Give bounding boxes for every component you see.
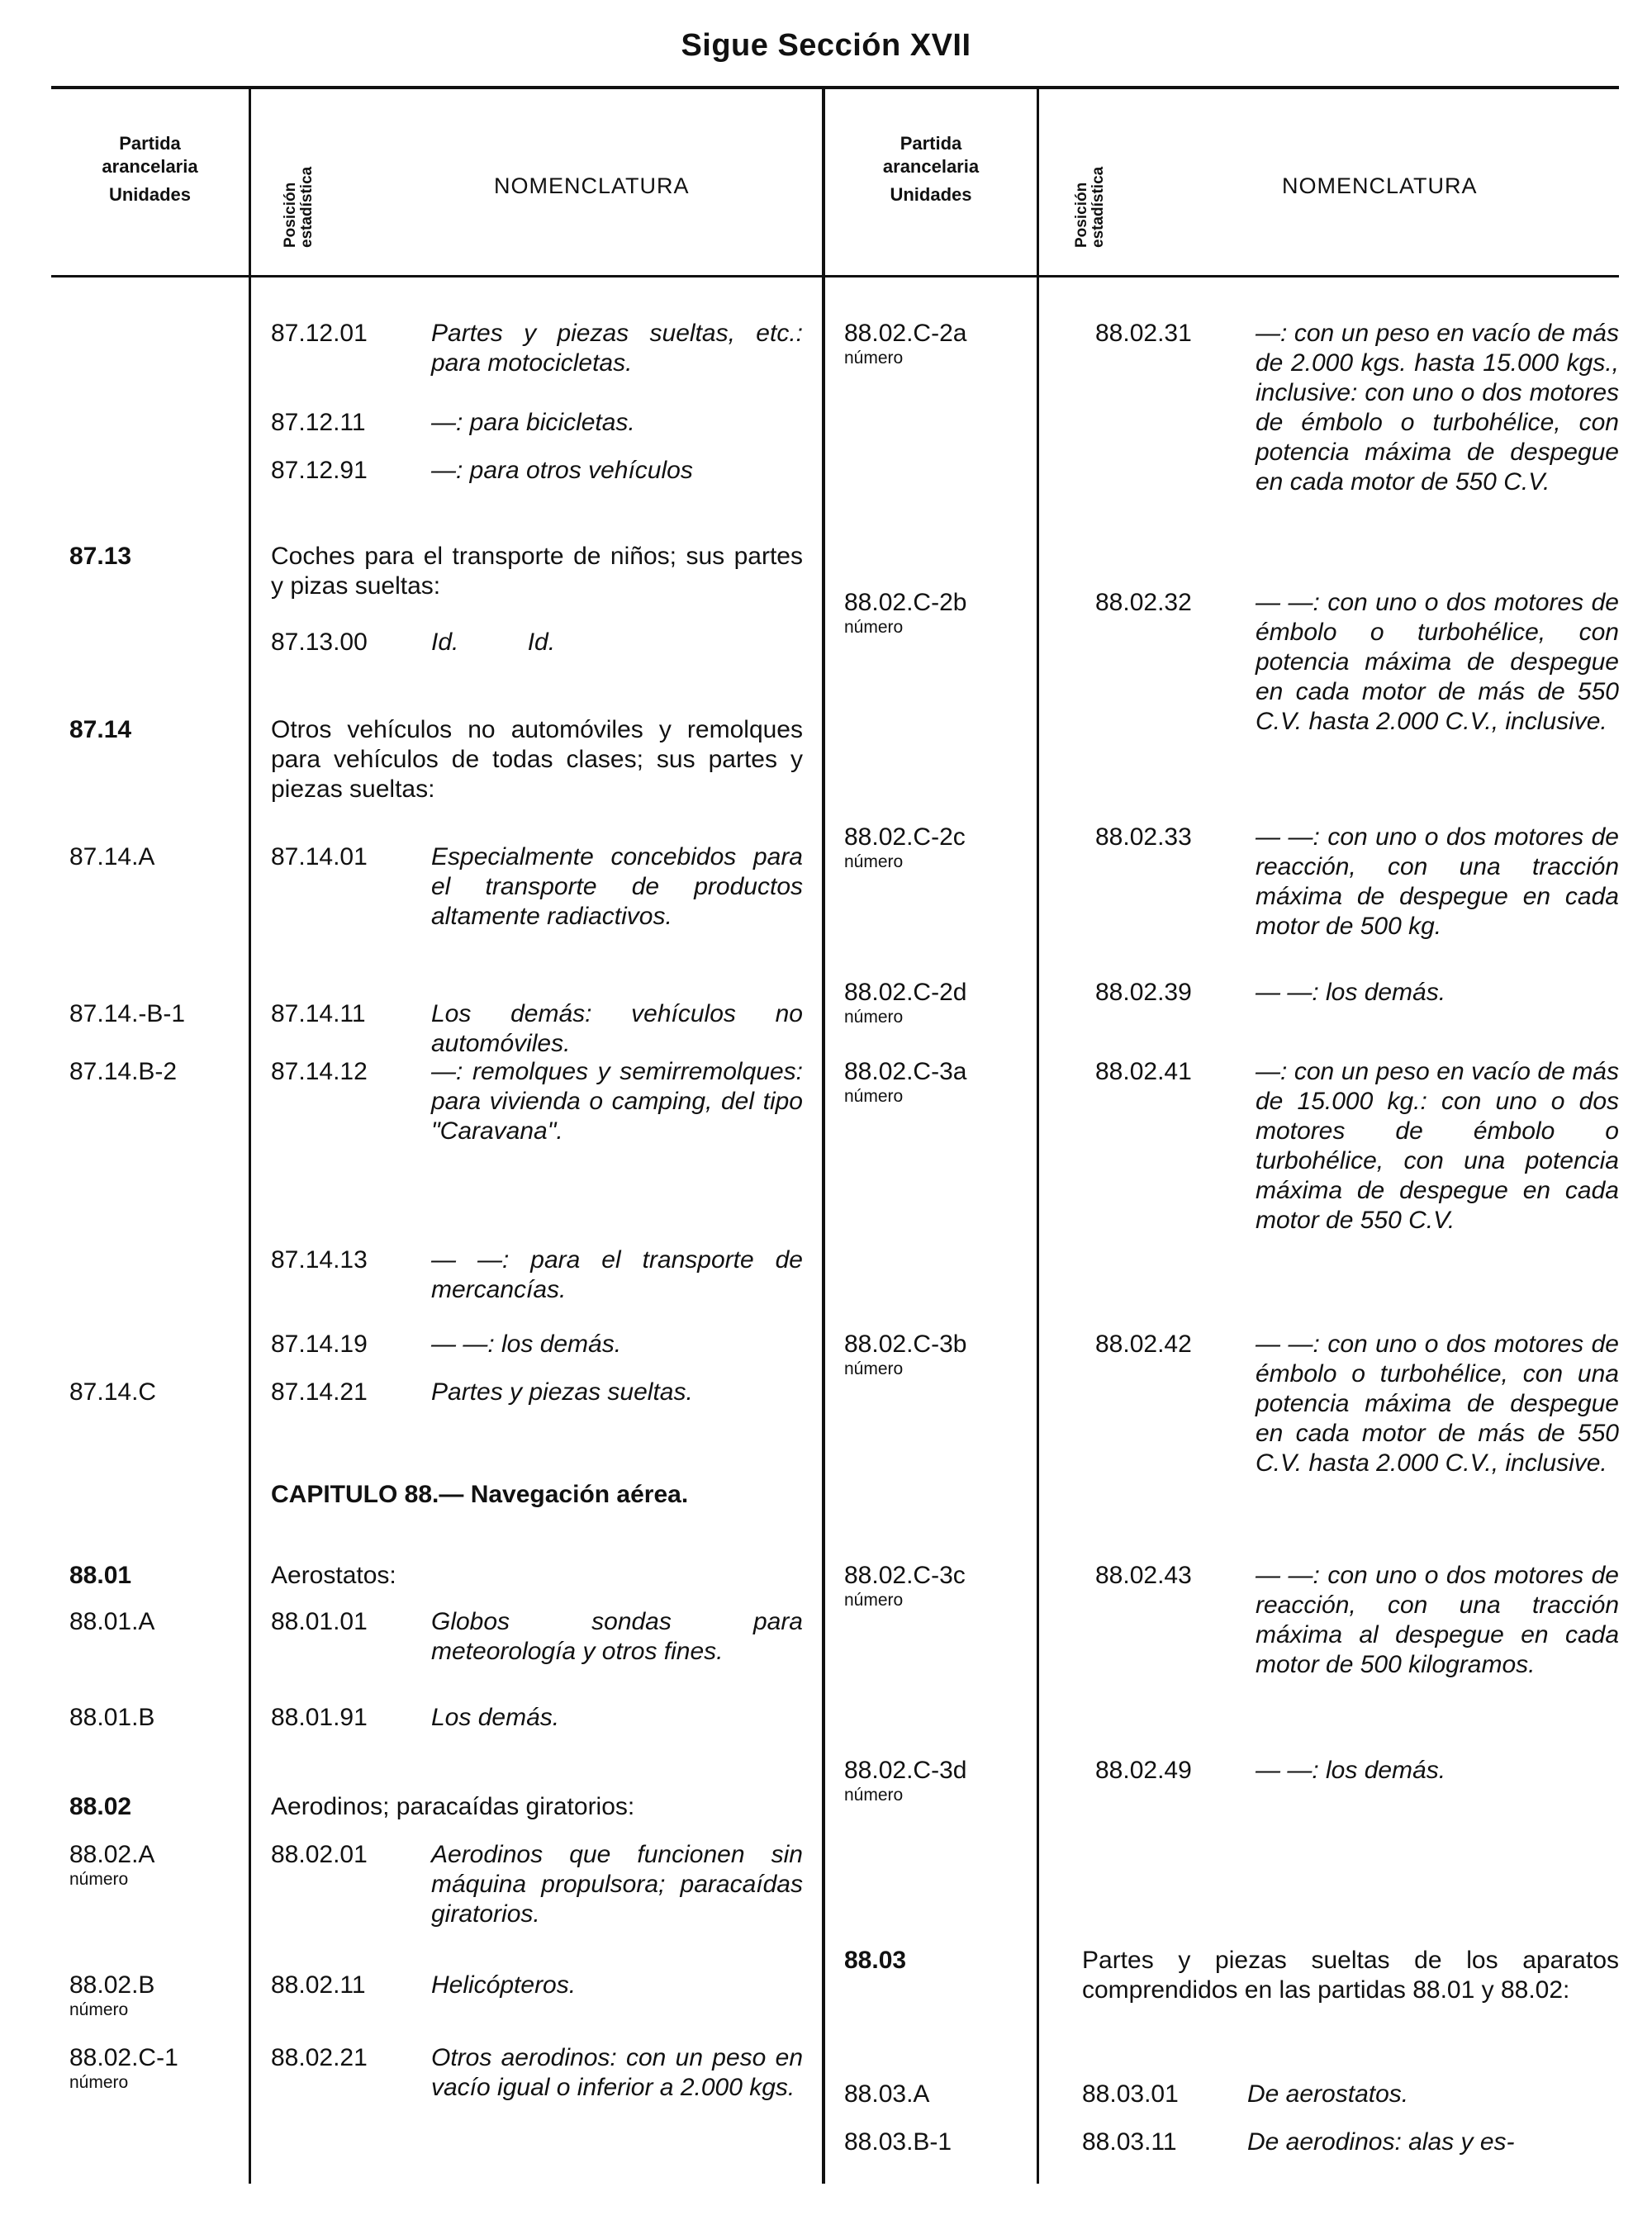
desc-87-14-12: —: remolques y semirremolques: para vivienda o camping, del tipo "Caravana". [431,1058,803,1145]
heading-87-14: Otros vehículos no automóviles y remolques para vehículos de todas clases; sus partes y piezas sueltas: [271,716,803,803]
desc-88-02-42: — —: con uno o dos motores de émbolo o turbohélice, con una potencia máxima de despegue en cada motor de más de 550 C.V. hasta 2.000 C.V., inclusive. [1256,1331,1619,1477]
code-88-02-31: 88.02.31 [1095,320,1192,347]
header-bottom-rule [51,275,1619,278]
code-88-02-43: 88.02.43 [1095,1562,1192,1589]
code-87-13-00: 87.13.00 [271,629,368,656]
desc-88-03-11: De aerodinos: alas y es- [1247,2128,1515,2156]
code-88-02-49: 88.02.49 [1095,1757,1192,1784]
code-87-14-21: 87.14.21 [271,1378,368,1406]
desc-87-13-00: Id. Id. [431,629,556,656]
desc-88-02-41: —: con un peso en vacío de más de 15.000 kg.: con uno o dos motores de émbolo o turbohélice, con una potencia máxima de despegue en cada motor de 550 C.V. [1256,1058,1619,1234]
code-87-12-91: 87.12.91 [271,457,368,484]
table-top-rule [51,86,1619,89]
desc-88-03-01: De aerostatos. [1247,2080,1409,2108]
partida-88-02-C-2a: 88.02.C-2a número [844,320,967,368]
code-88-01-91: 88.01.91 [271,1704,368,1731]
desc-87-14-19: — —: los demás. [431,1331,622,1358]
partida-88-02-B: 88.02.B número [69,1971,155,2019]
code-88-02-33: 88.02.33 [1095,823,1192,851]
code-87-14-13: 87.14.13 [271,1246,368,1274]
partida-87-14-B-1: 87.14.-B-1 [69,1000,186,1027]
code-88-02-39: 88.02.39 [1095,979,1192,1006]
desc-88-01-91: Los demás. [431,1704,560,1731]
desc-88-02-01: Aerodinos que funcionen sin máquina propulsora; paracaídas giratorios. [431,1841,803,1928]
partida-88-02-C-3b: 88.02.C-3b número [844,1331,967,1378]
code-87-14-12: 87.14.12 [271,1058,368,1085]
desc-87-12-01: Partes y piezas sueltas, etc.: para motocicletas. [431,320,803,377]
desc-88-02-11: Helicópteros. [431,1971,577,1999]
partida-88-01-B: 88.01.B [69,1704,155,1731]
column-divider-3 [1037,86,1039,2184]
heading-88-02: Aerodinos; paracaídas giratorios: [271,1793,635,1820]
code-88-02-11: 88.02.11 [271,1971,366,1999]
code-88-01-01: 88.01.01 [271,1608,368,1635]
code-88-03-01: 88.03.01 [1082,2080,1179,2108]
partida-88-03-B-1: 88.03.B-1 [844,2128,952,2156]
code-88-03-11: 88.03.11 [1082,2128,1177,2156]
code-87-14-19: 87.14.19 [271,1331,368,1358]
desc-88-01-01: Globos sondas para meteorología y otros fines. [431,1608,803,1665]
partida-87-13: 87.13 [69,543,132,570]
desc-88-02-43: — —: con uno o dos motores de reacción, con una tracción máxima al despegue en cada motor de 500 kilogramos. [1256,1562,1619,1678]
partida-87-14-A: 87.14.A [69,843,155,870]
column-divider-center [822,86,825,2184]
desc-88-02-33: — —: con uno o dos motores de reacción, con una tracción máxima de despegue en cada motor de 500 kg. [1256,823,1619,940]
desc-87-14-01: Especialmente concebidos para el transporte de productos altamente radiactivos. [431,843,803,930]
partida-88-02-C-2c: 88.02.C-2c número [844,823,966,871]
code-87-14-11: 87.14.11 [271,1000,366,1027]
heading-87-13: Coches para el transporte de niños; sus partes y pizas sueltas: [271,543,803,600]
partida-88-02-C-2b: 88.02.C-2b número [844,589,967,637]
header-nomenclatura-left: NOMENCLATURA [494,173,690,198]
partida-88-03-A: 88.03.A [844,2080,930,2108]
desc-87-12-11: —: para bicicletas. [431,409,635,436]
partida-88-02-A: 88.02.A número [69,1841,155,1889]
partida-88-02: 88.02 [69,1793,132,1820]
partida-87-14-C: 87.14.C [69,1378,157,1406]
desc-88-02-49: — —: los demás. [1256,1757,1446,1784]
partida-88-02-C-3a: 88.02.C-3a número [844,1058,967,1106]
partida-88-01-A: 88.01.A [69,1608,155,1635]
desc-88-02-32: — —: con uno o dos motores de émbolo o turbohélice, con potencia máxima de despegue en cada motor de más de 550 C.V. hasta 2.000 C.V., inclusive. [1256,589,1619,735]
heading-88-03: Partes y piezas sueltas de los aparatos comprendidos en las partidas 88.01 y 88.02: [1082,1947,1619,2004]
code-87-12-11: 87.12.11 [271,409,366,436]
partida-88-02-C-3c: 88.02.C-3c número [844,1562,966,1610]
desc-88-02-21: Otros aerodinos: con un peso en vacío igual o inferior a 2.000 kgs. [431,2044,803,2101]
desc-87-14-11: Los demás: vehículos no automóviles. [431,1000,803,1057]
header-posicion-right: Posición estadística [1073,166,1107,248]
code-87-12-01: 87.12.01 [271,320,368,347]
partida-88-01: 88.01 [69,1562,132,1589]
partida-88-02-C-3d: 88.02.C-3d número [844,1757,967,1805]
desc-88-02-39: — —: los demás. [1256,979,1446,1006]
header-partida-right: Partida arancelaria Unidades [882,133,980,205]
page-title: Sigue Sección XVII [681,28,971,63]
code-88-02-01: 88.02.01 [271,1841,368,1868]
desc-88-02-31: —: con un peso en vacío de más de 2.000 kgs. hasta 15.000 kgs., inclusive: con uno o dos motores de émbolo o turbohélice, con potencia máxima de despegue en cada motor de 550 C.V. [1256,320,1619,496]
header-nomenclatura-right: NOMENCLATURA [1282,173,1478,198]
column-divider-1 [249,86,251,2184]
code-88-02-42: 88.02.42 [1095,1331,1192,1358]
desc-87-14-21: Partes y piezas sueltas. [431,1378,693,1406]
chapter-88-title: CAPITULO 88.— Navegación aérea. [271,1481,689,1508]
header-partida-left: Partida arancelaria Unidades [102,133,198,205]
code-87-14-01: 87.14.01 [271,843,368,870]
partida-88-02-C-1: 88.02.C-1 número [69,2044,178,2092]
partida-88-03: 88.03 [844,1947,907,1974]
code-88-02-21: 88.02.21 [271,2044,368,2071]
partida-88-02-C-2d: 88.02.C-2d número [844,979,967,1027]
desc-87-14-13: — —: para el transporte de mercancías. [431,1246,803,1303]
heading-88-01: Aerostatos: [271,1562,396,1589]
code-88-02-41: 88.02.41 [1095,1058,1192,1085]
partida-87-14-B-2: 87.14.B-2 [69,1058,178,1085]
partida-87-14: 87.14 [69,716,132,743]
desc-87-12-91: —: para otros vehículos [431,457,693,484]
header-posicion-left: Posición estadística [282,166,316,248]
code-88-02-32: 88.02.32 [1095,589,1192,616]
